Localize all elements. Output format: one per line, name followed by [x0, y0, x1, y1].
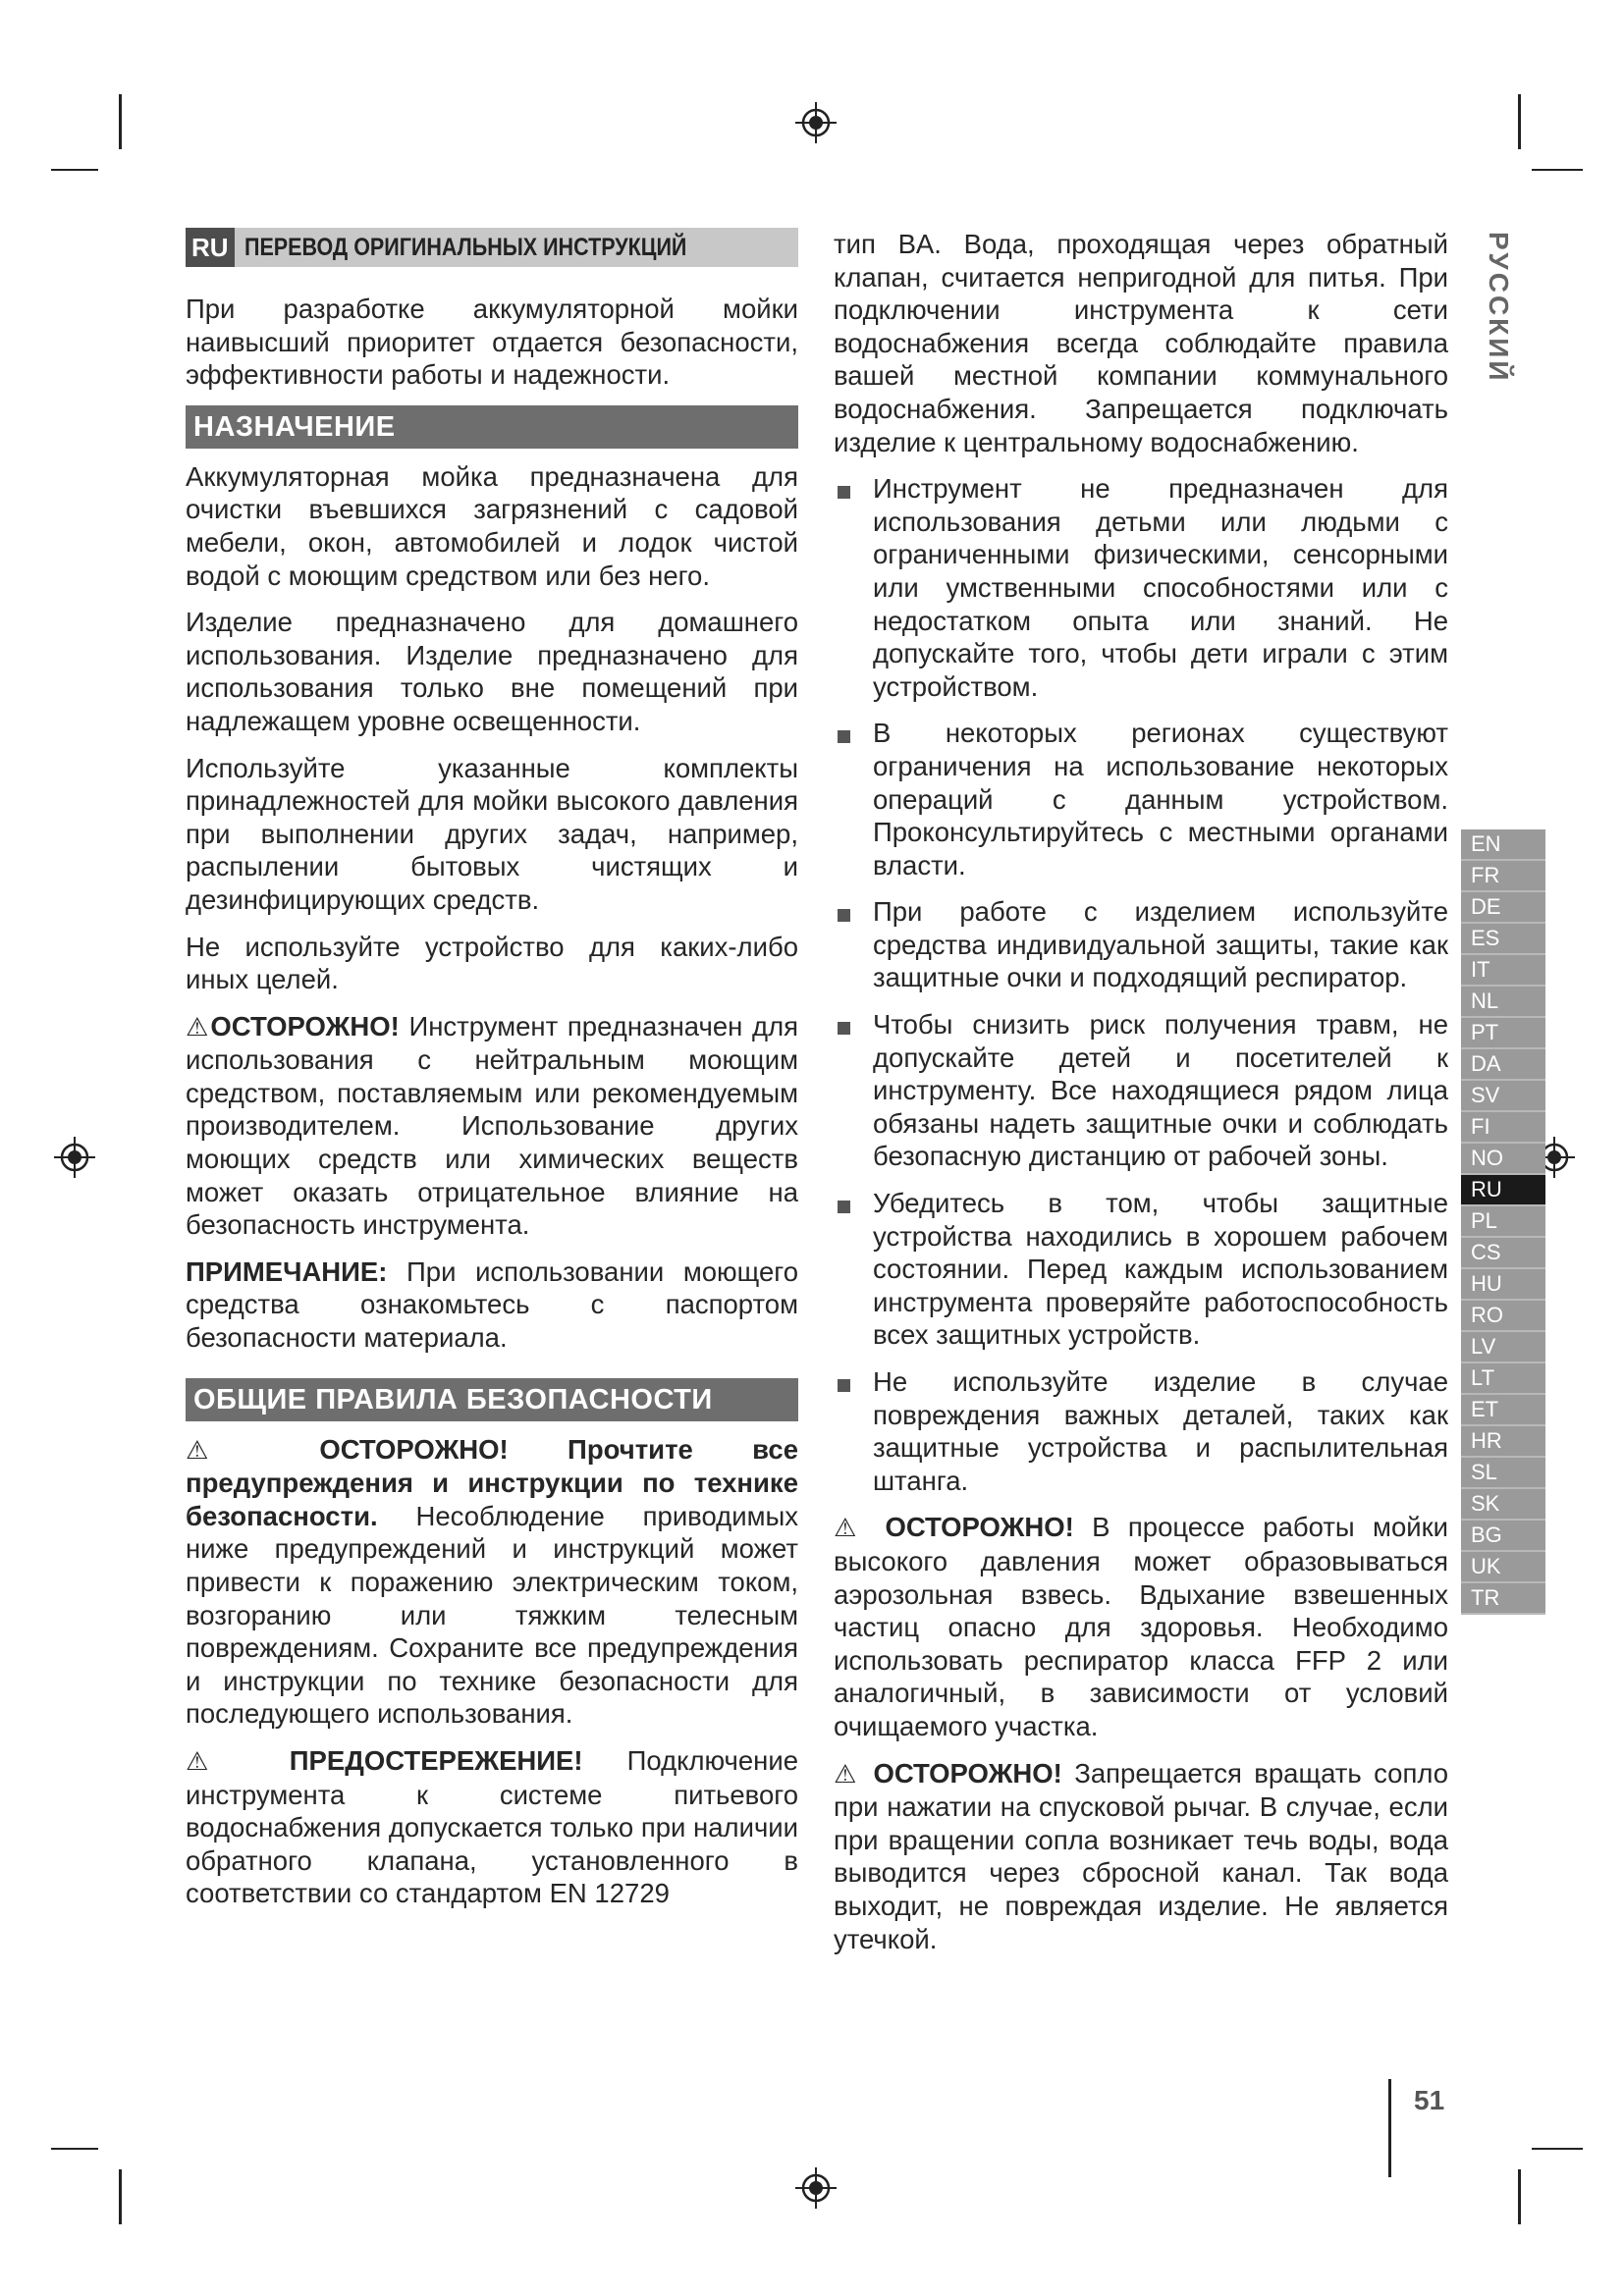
- caution-paragraph: [186, 1744, 798, 1910]
- language-tab-sl: SL: [1461, 1458, 1545, 1489]
- language-tab-ru: RU: [1461, 1175, 1545, 1206]
- list-item: Не используйте изделие в случае повреждения важных деталей, таких как защитные устройства и распылительная штанга.: [834, 1365, 1448, 1497]
- warning-text: Инструмент предназначен для использования с нейтральным моющим средством, поставляемым или рекомендуемым производителем. Использование других моющих средств или химических веществ может оказать отрицательное влияние на безопасность инструмента.: [186, 1010, 799, 1241]
- crop-mark: [119, 2169, 122, 2224]
- language-tab-sk: SK: [1461, 1489, 1545, 1521]
- crop-mark: [1518, 2169, 1521, 2224]
- language-tab-no: NO: [1461, 1144, 1545, 1175]
- warning-label: ОСТОРОЖНО!: [861, 1757, 1062, 1789]
- caution-label: ПРЕДОСТЕРЕЖЕНИЕ!: [244, 1744, 583, 1776]
- registration-mark-icon: [54, 1137, 95, 1178]
- warning-label: ОСТОРОЖНО!: [210, 1010, 400, 1041]
- note-text: При использовании моющего средства ознакомьтесь с паспортом безопасности материала.: [186, 1255, 798, 1354]
- registration-mark-icon: [795, 2167, 837, 2209]
- purpose-paragraph-2: Изделие предназначено для домашнего использования. Изделие предназначено для использования только вне помещений при надлежащем уровне освещенности.: [186, 607, 798, 736]
- warning-text: Запрещается вращать сопло при нажатии на спусковой рычаг. В случае, если при вращении сопла возникает течь воды, вода выводится через сбросной канал. Так вода выходит, не повреждая изделие. Не является утечкой.: [834, 1757, 1448, 1954]
- list-item: Инструмент не предназначен для использования детьми или людьми с ограниченными физическими, сенсорными или умственными способностями или с недостатком опыта или знаний. Не допускайте того, чтобы дети играли с этим устройством.: [834, 472, 1448, 703]
- language-tab-pt: PT: [1461, 1018, 1545, 1049]
- language-tab-tr: TR: [1461, 1583, 1545, 1615]
- language-tab-lt: LT: [1461, 1363, 1545, 1395]
- language-tab-hr: HR: [1461, 1426, 1545, 1458]
- nozzle-warning: [834, 1757, 1448, 1956]
- crop-mark: [1532, 169, 1583, 171]
- warning-label: ОСТОРОЖНО!: [867, 1512, 1074, 1543]
- left-column: [186, 228, 798, 1924]
- caution-text: Подключение инструмента к системе питьевого водоснабжения допускается только при наличии обратного клапана, установленного в соответствии со стандартом EN 12729: [186, 1744, 798, 1909]
- note-paragraph: [186, 1255, 798, 1355]
- warning-icon: ⚠: [186, 1434, 261, 1465]
- language-tab-cs: CS: [1461, 1238, 1545, 1269]
- language-tab-en: EN: [1461, 829, 1545, 861]
- warning-bold-text: ОСТОРОЖНО! Прочтите все предупреждения и инструкции по технике безопасности.: [186, 1433, 798, 1531]
- crop-mark: [1518, 94, 1521, 149]
- language-tab-fi: FI: [1461, 1112, 1545, 1144]
- translation-header: [186, 228, 798, 267]
- section-title-purpose: НАЗНАЧЕНИЕ: [186, 405, 798, 449]
- language-tab-nl: NL: [1461, 987, 1545, 1018]
- continued-paragraph: тип BA. Вода, проходящая через обратный клапан, считается непригодной для питья. При подключении инструмента к сети водоснабжения всегда соблюдайте правила вашей местной компании коммунального водоснабжения. Запрещается подключать изделие к центральному водоснабжению.: [834, 229, 1448, 457]
- purpose-paragraph-4: Не используйте устройство для каких-либо иных целей.: [186, 931, 798, 995]
- language-tab-hu: HU: [1461, 1269, 1545, 1301]
- aerosol-warning: [834, 1511, 1448, 1742]
- language-tab-bar: [1461, 829, 1545, 1615]
- crop-mark: [51, 169, 98, 171]
- language-tab-fr: FR: [1461, 861, 1545, 892]
- list-item: В некоторых регионах существуют ограничения на использование некоторых операций с данным устройством. Проконсультируйтесь с местными органами власти.: [834, 717, 1448, 881]
- list-item: Убедитесь в том, чтобы защитные устройства находились в хорошем рабочем состоянии. Перед каждым использованием инструмента проверяйте работоспособность всех защитных устройств.: [834, 1187, 1448, 1352]
- language-tab-bg: BG: [1461, 1521, 1545, 1552]
- list-item: При работе с изделием используйте средства индивидуальной защиты, такие как защитные очки и подходящий респиратор.: [834, 895, 1448, 994]
- purpose-warning: [186, 1010, 798, 1242]
- purpose-paragraph-3: Используйте указанные комплекты принадлежностей для мойки высокого давления при выполнении других задач, например, распылении бытовых чистящих и дезинфицирующих средств.: [186, 752, 798, 915]
- language-tab-sv: SV: [1461, 1081, 1545, 1112]
- language-tab-de: DE: [1461, 892, 1545, 924]
- language-code-badge: RU: [186, 228, 235, 267]
- intro-paragraph: При разработке аккумуляторной мойки наивысший приоритет отдается безопасности, эффективности работы и надежности.: [186, 294, 798, 391]
- page-number-divider: [1388, 2079, 1391, 2177]
- safety-bullet-list: [834, 472, 1448, 1497]
- language-tab-et: ET: [1461, 1395, 1545, 1426]
- crop-mark: [119, 94, 122, 149]
- language-tab-ro: RO: [1461, 1301, 1545, 1332]
- warning-icon: ⚠: [834, 1758, 862, 1789]
- warning-icon: ⚠: [834, 1513, 868, 1543]
- language-tab-da: DA: [1461, 1049, 1545, 1081]
- right-column: [834, 228, 1448, 1969]
- note-label: ПРИМЕЧАНИЕ:: [186, 1255, 388, 1287]
- side-language-title: РУССКИЙ: [1484, 232, 1514, 384]
- section-title-safety: ОБЩИЕ ПРАВИЛА БЕЗОПАСНОСТИ: [186, 1378, 798, 1421]
- language-tab-uk: UK: [1461, 1552, 1545, 1583]
- language-tab-it: IT: [1461, 955, 1545, 987]
- header-title: ПЕРЕВОД ОРИГИНАЛЬНЫХ ИНСТРУКЦИЙ: [244, 233, 686, 261]
- crop-mark: [1532, 2148, 1583, 2150]
- safety-warning: [186, 1433, 798, 1731]
- crop-mark: [51, 2148, 98, 2150]
- caution-icon: ⚠: [186, 1745, 245, 1776]
- page-number: 51: [1414, 2085, 1445, 2115]
- warning-icon: ⚠: [186, 1011, 211, 1041]
- language-tab-pl: PL: [1461, 1206, 1545, 1238]
- language-tab-lv: LV: [1461, 1332, 1545, 1363]
- list-item: Чтобы снизить риск получения травм, не допускайте детей и посетителей к инструменту. Все находящиеся рядом лица обязаны надеть защитные очки и соблюдать безопасную дистанцию от рабочей зоны.: [834, 1008, 1448, 1173]
- warning-text: Несоблюдение приводимых ниже предупреждений и инструкций может привести к поражению электрическим током, возгоранию или тяжким телесным повреждениям. Сохраните все предупреждения и инструкции по технике безопасности для последующего использования.: [186, 1500, 798, 1730]
- purpose-paragraph-1: Аккумуляторная мойка предназначена для очистки въевшихся загрязнений с садовой мебели, окон, автомобилей и лодок чистой водой с моющим средством или без него.: [186, 460, 798, 591]
- warning-text: В процессе работы мойки высокого давления может образовываться аэрозольная взвесь. Вдыхание взвешенных частиц опасно для здоровья. Необходимо использовать респиратор класса FFP 2 или аналогичный, в зависимости от условий очищаемого участка.: [834, 1512, 1449, 1741]
- registration-mark-icon: [795, 102, 837, 143]
- language-tab-es: ES: [1461, 924, 1545, 955]
